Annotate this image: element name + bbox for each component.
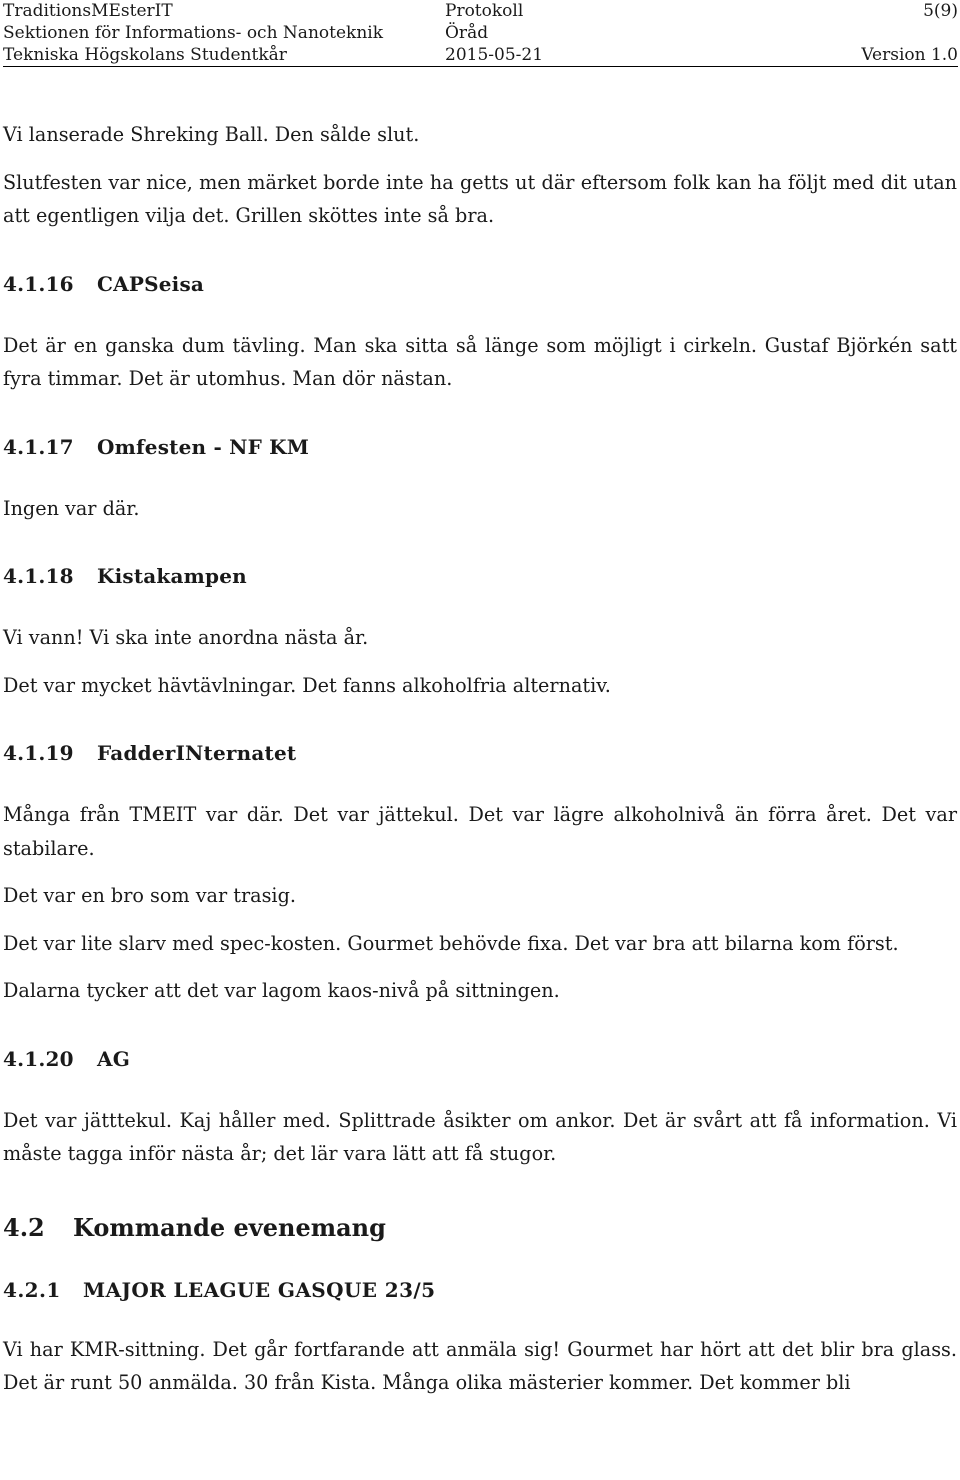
paragraph: Det var lite slarv med spec-kosten. Gourmet behövde fixa. Det var bra att bilarna kom först. xyxy=(3,931,899,955)
section-heading xyxy=(3,430,957,464)
section-heading xyxy=(3,1211,957,1245)
paragraph: Vi har KMR-sittning. Det går fortfarande att anmäla sig! Gourmet har hört att det blir bra glass. Det är runt 50 anmälda. 30 från Kista. Många olika mästerier kommer. Det kommer bli xyxy=(3,1337,957,1394)
section-title: CAPSeisa xyxy=(97,271,205,296)
paragraph: Det var en bro som var trasig. xyxy=(3,884,296,907)
header-version: Version 1.0 xyxy=(861,45,958,65)
header-document-type: Protokoll xyxy=(445,1,524,21)
paragraph: Det var jätttekul. Kaj håller med. Splittrade åsikter om ankor. Det är svårt att få information. Vi måste tagga inför nästa år; det lär vara lätt att få stugor. xyxy=(3,1108,957,1165)
section-number: 4.1.19 xyxy=(3,741,74,765)
header-section-name: Sektionen för Informations- och Nanoteknik xyxy=(3,23,384,43)
header-page-number: 5(9) xyxy=(923,1,958,21)
subsection-title: MAJOR LEAGUE GASQUE 23/5 xyxy=(83,1277,436,1302)
header-row-2 xyxy=(3,22,958,44)
section-title: Kistakampen xyxy=(97,564,247,588)
section-number: 4.2 xyxy=(3,1212,45,1242)
header-date: 2015-05-21 xyxy=(445,45,544,65)
paragraph: Det var mycket hävtävlningar. Det fanns alkoholfria alternativ. xyxy=(3,673,611,697)
paragraph: Vi vann! Vi ska inte anordna nästa år. xyxy=(3,626,369,649)
paragraph: Många från TMEIT var där. Det var jättekul. Det var lägre alkoholnivå än förra året. Det var stabilare. xyxy=(3,803,957,860)
section-number: 4.1.17 xyxy=(3,434,74,459)
section-heading xyxy=(3,1042,957,1076)
subsection-number: 4.2.1 xyxy=(3,1277,61,1302)
header-meeting-name: Öråd xyxy=(445,23,489,43)
header-organization: TraditionsMEsterIT xyxy=(3,1,173,21)
paragraph: Dalarna tycker att det var lagom kaos-nivå på sittningen. xyxy=(3,979,560,1002)
section-number: 4.1.20 xyxy=(3,1046,74,1071)
section-number: 4.1.18 xyxy=(3,564,74,588)
section-title: FadderINternatet xyxy=(97,741,297,765)
section-title: Kommande evenemang xyxy=(73,1212,386,1242)
section-title: Omfesten - NF KM xyxy=(97,434,310,459)
header-union-name: Tekniska Högskolans Studentkår xyxy=(3,45,287,65)
paragraph: Slutfesten var nice, men märket borde inte ha getts ut där eftersom folk kan ha följt med dit utan att egentligen vilja det. Grillen sköttes inte så bra. xyxy=(3,170,957,227)
section-heading xyxy=(3,736,957,770)
header-row-1 xyxy=(3,0,958,22)
paragraph: Vi lanserade Shreking Ball. Den sålde slut. xyxy=(3,123,420,146)
paragraph: Det är en ganska dum tävling. Man ska sitta så länge som möjligt i cirkeln. Gustaf Björkén satt fyra timmar. Det är utomhus. Man dör nästan. xyxy=(3,333,957,390)
section-heading xyxy=(3,559,957,593)
document-body xyxy=(3,118,957,1414)
header-row-3 xyxy=(3,44,958,66)
page-header xyxy=(3,0,958,67)
section-heading xyxy=(3,267,957,301)
section-number: 4.1.16 xyxy=(3,271,74,296)
subsection-heading xyxy=(3,1273,957,1307)
section-title: AG xyxy=(97,1046,130,1071)
paragraph: Ingen var där. xyxy=(3,496,140,520)
